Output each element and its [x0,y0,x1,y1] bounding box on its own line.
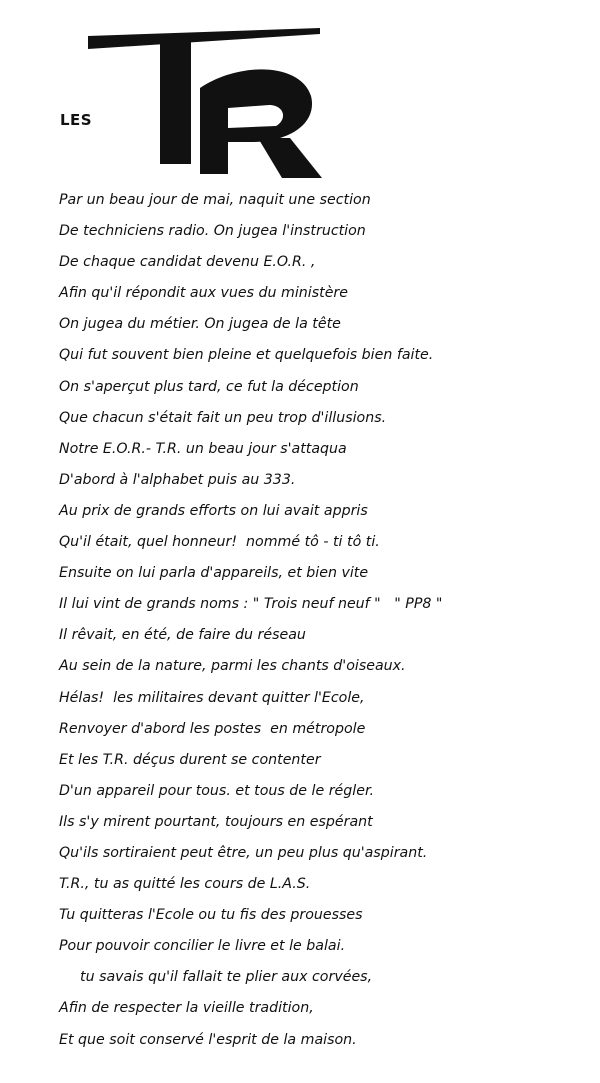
poem-line: Que chacun s'était fait un peu trop d'illusions. [59,409,387,426]
poem-line: D'abord à l'alphabet puis au 333. [59,471,296,488]
poem-line: Tu quitteras l'Ecole ou tu fis des prouesses [59,907,363,924]
poem-line: On jugea du métier. On jugea de la tête [59,316,341,333]
poem-line: Renvoyer d'abord les postes en métropole [59,720,366,737]
poem-line: Qu'ils sortiraient peut être, un peu plus qu'aspirant. [59,844,428,861]
poem-line: T.R., tu as quitté les cours de L.A.S. [59,876,311,893]
poem-line: Afin qu'il répondit aux vues du ministère [59,285,348,302]
poem-line: Et les T.R. déçus durent se contenter [59,751,321,768]
poem-line: Il lui vint de grands noms : " Trois neuf neuf " " PP8 " [59,596,443,613]
poem-line: Au sein de la nature, parmi les chants d'oiseaux. [59,658,406,675]
poem-line: De chaque candidat devenu E.O.R. , [59,254,316,271]
poem-line: On s'aperçut plus tard, ce fut la déception [59,378,359,395]
page-header [0,0,600,180]
les-label: LES [60,111,93,129]
poem-line: De techniciens radio. On jugea l'instruction [59,223,366,240]
poem-line: Ensuite on lui parla d'appareils, et bien vite [59,565,369,582]
poem-line: Par un beau jour de mai, naquit une section [59,192,371,208]
poem-line: Au prix de grands efforts on lui avait appris [59,502,368,519]
tr-logo [88,28,328,180]
poem [59,189,589,1060]
poem-line: Et que soit conservé l'esprit de la maison. [59,1031,357,1048]
poem-line: D'un appareil pour tous. et tous de le régler. [59,782,374,799]
poem-line: Afin de respecter la vieille tradition, [59,1000,314,1017]
poem-line: Notre E.O.R.- T.R. un beau jour s'attaqua [59,440,347,457]
poem-line: Pour pouvoir concilier le livre et le balai. [59,938,346,955]
poem-line: Qu'il était, quel honneur! nommé tô - ti tô ti. [59,534,380,551]
poem-line: tu savais qu'il fallait te plier aux corvées, [80,969,373,986]
poem-line: Ils s'y mirent pourtant, toujours en espérant [59,813,373,830]
poem-line: Qui fut souvent bien pleine et quelquefois bien faite. [59,347,434,364]
poem-line: Il rêvait, en été, de faire du réseau [59,627,306,644]
poem-line: Hélas! les militaires devant quitter l'Ecole, [59,689,365,706]
